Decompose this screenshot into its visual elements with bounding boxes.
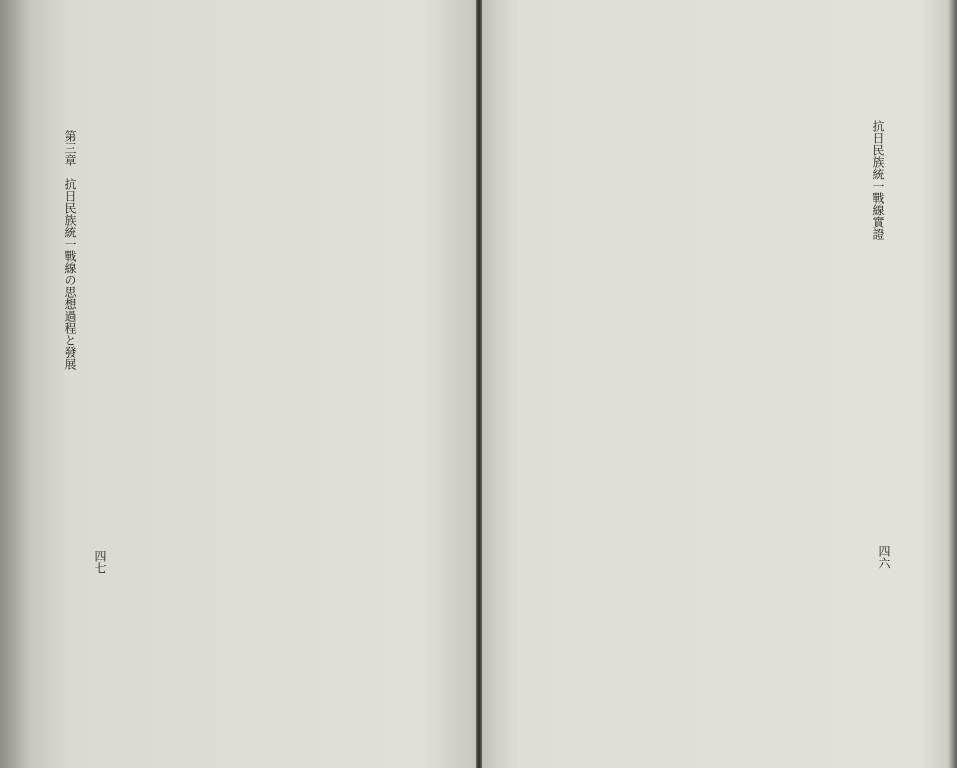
binding-gutter xyxy=(476,0,482,768)
left-running-head: 第三章 抗日民族統一戰線の思想過程と發展 xyxy=(63,130,77,370)
left-page xyxy=(0,0,478,768)
right-page-number: 四六 xyxy=(877,545,891,569)
left-text-columns xyxy=(70,70,408,698)
right-running-head: 抗日民族統一戰線實證 xyxy=(871,120,885,240)
right-page xyxy=(478,0,957,768)
left-page-number: 四七 xyxy=(93,550,107,574)
right-text-columns xyxy=(518,70,897,698)
